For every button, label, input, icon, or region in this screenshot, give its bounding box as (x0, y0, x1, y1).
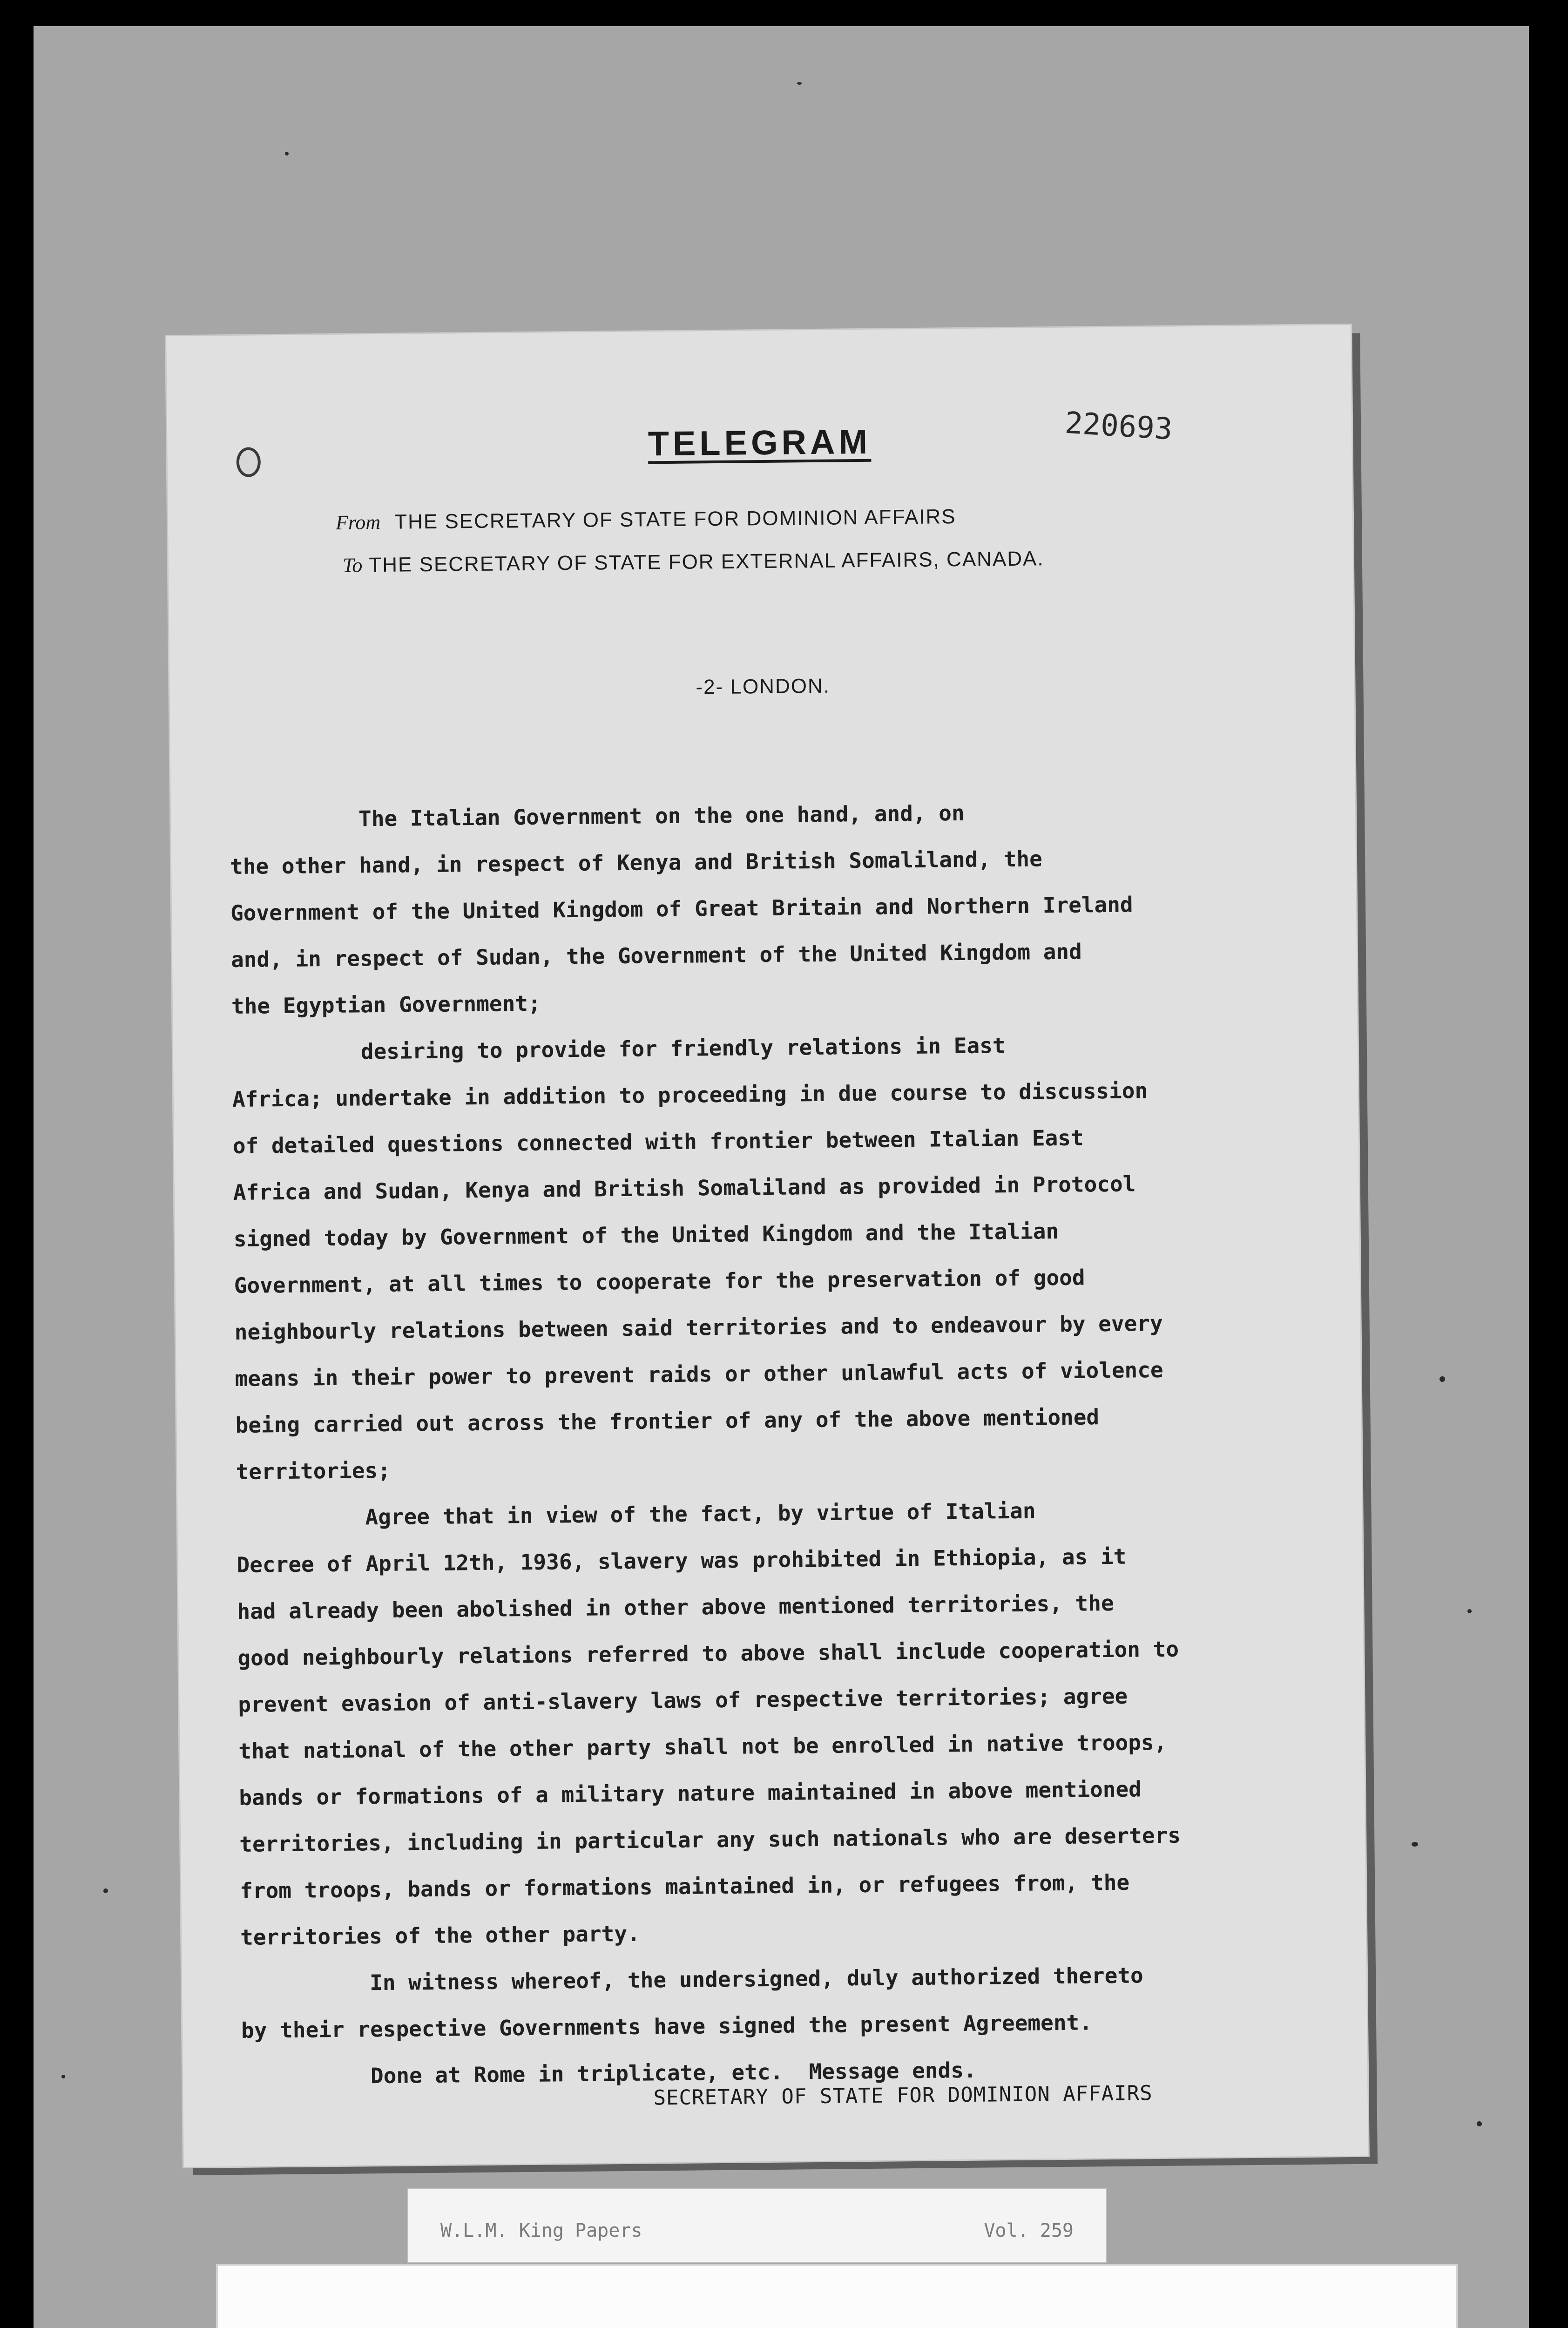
reference-label (408, 2189, 1106, 2262)
to-line (343, 547, 1044, 577)
body-line: Agree that in view of the fact, by virtue of Italian (236, 1498, 1036, 1531)
body-line: desiring to provide for friendly relations in East (231, 1033, 1006, 1066)
body-line: The Italian Government on the one hand, and, on (229, 800, 965, 833)
body-line: territories; (236, 1457, 391, 1484)
body-line: from troops, bands or formations maintained in, or refugees from, the (239, 1869, 1130, 1903)
body-line: that national of the other party shall not be enrolled in native troops, (238, 1729, 1167, 1764)
from-value: THE SECRETARY OF STATE FOR DOMINION AFFAIRS (394, 505, 956, 534)
telegram-body (230, 786, 1369, 2100)
body-line: Decree of April 12th, 1936, slavery was prohibited in Ethiopia, as it (237, 1543, 1127, 1577)
from-line (336, 505, 956, 535)
telegram-heading: TELEGRAM (648, 422, 872, 463)
body-line: the Egyptian Government; (231, 990, 541, 1019)
body-line: prevent evasion of anti-slavery laws of respective territories; agree (238, 1683, 1128, 1717)
collection-name: W.L.M. King Papers (440, 2220, 642, 2241)
body-line: had already been abolished in other above mentioned territories, the (237, 1590, 1114, 1624)
film-speck (1467, 1609, 1472, 1613)
film-speck (797, 82, 802, 85)
archive-card (218, 2266, 1456, 2328)
body-line: Done at Rome in triplicate, etc. Message ends. (241, 2057, 977, 2090)
film-speck (61, 2075, 65, 2078)
body-line: means in their power to prevent raids or other unlawful acts of violence (235, 1357, 1163, 1391)
body-line: territories of the other party. (240, 1921, 640, 1950)
body-line: Africa and Sudan, Kenya and British Somaliland as provided in Protocol (233, 1171, 1136, 1205)
body-line: the other hand, in respect of Kenya and British Somaliland, the (230, 846, 1043, 880)
microfilm-frame (34, 26, 1529, 2328)
film-speck (1440, 1376, 1445, 1382)
body-line: of detailed questions connected with frontier between Italian East (232, 1125, 1084, 1159)
page-marker: -2- LONDON. (696, 674, 831, 699)
volume-number: Vol. 259 (984, 2220, 1074, 2241)
body-line: Government, at all times to cooperate for the preservation of good (234, 1265, 1085, 1298)
telegram-sheet (166, 325, 1368, 2167)
body-line: Africa; undertake in addition to proceeding in due course to discussion (232, 1078, 1148, 1112)
film-speck (1412, 1842, 1418, 1847)
from-label: From (335, 510, 381, 534)
signature-line: SECRETARY OF STATE FOR DOMINION AFFAIRS (653, 2081, 1153, 2110)
film-speck (1477, 2121, 1482, 2126)
body-line: In witness whereof, the undersigned, duly authorized thereto (240, 1963, 1143, 1996)
body-line: by their respective Governments have signed the present Agreement. (241, 2010, 1093, 2043)
body-line: territories, including in particular any such nationals who are deserters (239, 1822, 1181, 1857)
to-value: THE SECRETARY OF STATE FOR EXTERNAL AFFAIRS, CANADA. (369, 547, 1044, 577)
film-speck (103, 1888, 108, 1893)
film-speck (285, 152, 289, 156)
body-line: neighbourly relations between said territories and to endeavour by every (234, 1310, 1163, 1345)
body-line: signed today by Government of the United Kingdom and the Italian (233, 1218, 1059, 1252)
body-line: being carried out across the frontier of any of the above mentioned (235, 1404, 1100, 1438)
document-number: 220693 (1064, 406, 1174, 447)
to-label: To (342, 554, 363, 577)
body-line: good neighbourly relations referred to above shall include cooperation to (237, 1636, 1179, 1671)
body-line: and, in respect of Sudan, the Government of the United Kingdom and (230, 939, 1082, 973)
body-line: bands or formations of a military nature maintained in above mentioned (239, 1776, 1142, 1810)
body-line: Government of the United Kingdom of Great Britain and Northern Ireland (230, 892, 1133, 926)
